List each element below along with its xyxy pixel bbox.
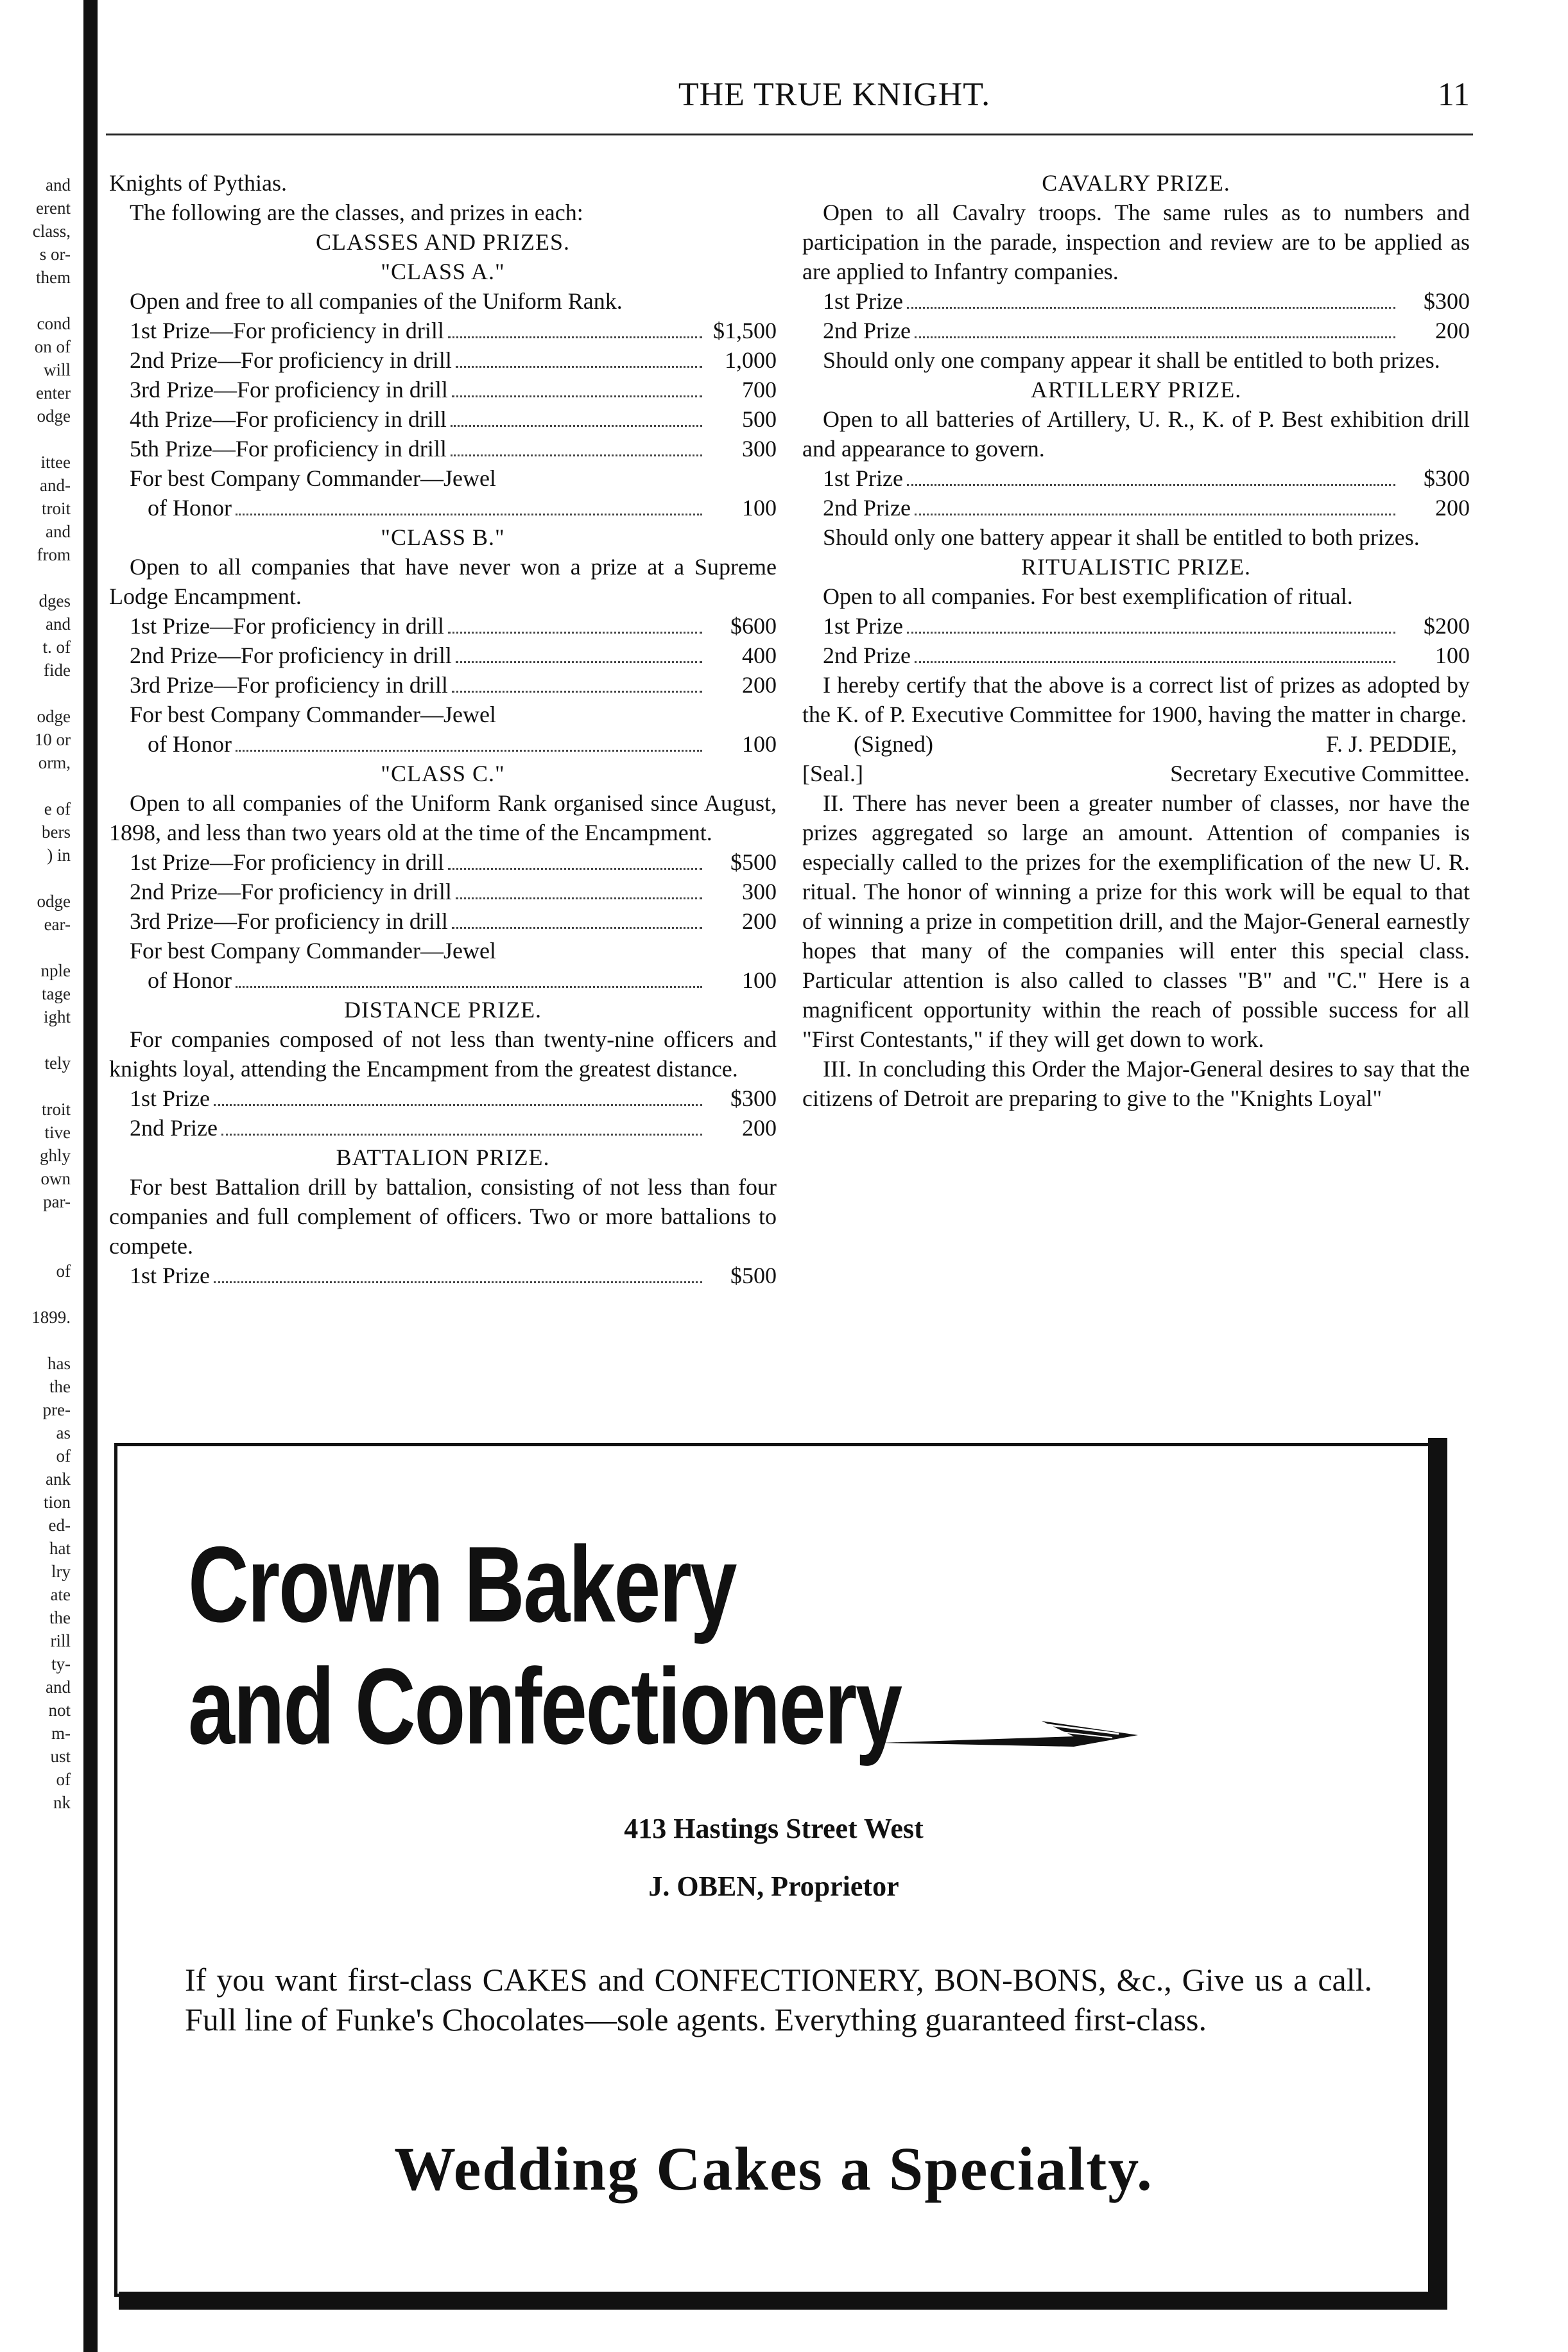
gutter-fragment xyxy=(0,1213,76,1236)
gutter-fragment: of xyxy=(56,1770,71,1789)
gutter-fragment: bers xyxy=(42,822,71,842)
prize-label: 2nd Prize xyxy=(823,495,911,521)
prize-label: 4th Prize—For proficiency in drill xyxy=(130,406,447,432)
seal-line xyxy=(802,759,1470,788)
intro-paragraph: The following are the classes, and prizes in each: xyxy=(130,200,583,225)
prize-label: 3rd Prize—For proficiency in drill xyxy=(130,908,448,934)
gutter-fragment: odge xyxy=(37,892,71,911)
prize-amount: 1,000 xyxy=(725,347,777,373)
prize-amount: 100 xyxy=(1435,643,1470,668)
gutter-fragment xyxy=(0,428,76,451)
commander-line: For best Company Commander—Jewel xyxy=(130,465,496,491)
dot-leader xyxy=(907,484,1395,486)
ad-business-name: Crown Bakery xyxy=(188,1524,736,1645)
prize-amount: $300 xyxy=(730,1085,777,1111)
prize-label: of Honor xyxy=(148,967,232,993)
commander-line: For best Company Commander—Jewel xyxy=(130,938,496,964)
prize-label: 2nd Prize—For proficiency in drill xyxy=(130,347,452,373)
gutter-fragment: ate xyxy=(50,1585,71,1604)
gutter-fragment: own xyxy=(40,1169,71,1188)
signature-line xyxy=(802,729,1470,759)
page-number: 11 xyxy=(1437,76,1470,113)
gutter-fragment: nk xyxy=(53,1793,71,1812)
gutter-fragment: them xyxy=(36,268,71,287)
section-ii-paragraph: II. There has never been a greater number of classes, nor have the prizes aggregated so large an amount. Attention of companies is especially called to the prizes for the exemplification of the new U. R. ritual. The honor of winning a prize for this work will be equal to that of winning a prize in competition drill, and the Major-General earnestly hopes that many of the companies will enter this special class. Particular attention is also called to classes "B" and "C." Here is a magnificent opportunity within the reach of possible success for all "First Contestants," if they will get down to work. xyxy=(802,790,1470,1052)
artillery-prize-intro: Open to all batteries of Artillery, U. R., K. of P. Best exhibition drill and appearance to govern. xyxy=(802,406,1470,462)
battalion-prizes xyxy=(109,1261,777,1290)
class-a-intro: Open and free to all companies of the Uniform Rank. xyxy=(130,288,623,314)
prize-row xyxy=(109,729,777,759)
gutter-fragment xyxy=(0,682,76,705)
dot-leader xyxy=(236,986,702,988)
prize-label: 1st Prize xyxy=(823,465,903,491)
dot-leader xyxy=(452,927,702,929)
left-column xyxy=(109,168,777,1290)
class-b-heading: "CLASS B." xyxy=(381,524,505,550)
prize-row xyxy=(109,1261,777,1290)
gutter-fragment: tely xyxy=(44,1053,71,1073)
gutter-fragment: par- xyxy=(43,1192,71,1211)
gutter-fragment: cond xyxy=(37,314,71,333)
classes-heading: CLASSES AND PRIZES. xyxy=(315,229,571,255)
signatory-name: F. J. PEDDIE, xyxy=(1325,731,1457,757)
prize-amount: 200 xyxy=(742,672,777,698)
gutter-fragment xyxy=(0,1236,76,1259)
dot-leader xyxy=(915,336,1395,338)
gutter-fragment: not xyxy=(48,1700,71,1720)
class-a-prizes xyxy=(109,316,777,523)
page-title: THE TRUE KNIGHT. xyxy=(678,76,991,113)
dot-leader xyxy=(907,307,1395,309)
gutter-fragment: and- xyxy=(40,476,71,495)
gutter-fragment: ight xyxy=(43,1007,71,1026)
ad-specialty-slogan: Wedding Cakes a Specialty. xyxy=(394,2134,1153,2203)
gutter-fragment: 10 or xyxy=(34,730,71,749)
prize-amount: 100 xyxy=(742,967,777,993)
ritualistic-prize-intro: Open to all companies. For best exemplification of ritual. xyxy=(823,584,1353,609)
gutter-fragment: and xyxy=(46,522,71,541)
gutter-fragment: tive xyxy=(44,1123,71,1142)
prize-amount: $300 xyxy=(1424,288,1470,314)
signed-label: (Signed) xyxy=(854,731,933,757)
battalion-prize-heading: BATTALION PRIZE. xyxy=(336,1145,550,1170)
gutter-fragment: tion xyxy=(43,1492,71,1512)
dot-leader xyxy=(214,1281,702,1283)
prize-row xyxy=(109,847,777,877)
prize-row xyxy=(109,877,777,906)
prize-row xyxy=(109,670,777,700)
class-b-prizes xyxy=(109,611,777,759)
prize-row xyxy=(109,434,777,463)
intro-line: Knights of Pythias. xyxy=(109,170,288,196)
dot-leader xyxy=(452,395,702,397)
gutter-fragment: has xyxy=(47,1354,71,1373)
prize-row xyxy=(109,375,777,404)
gutter-fragment xyxy=(0,1329,76,1352)
gutter-fragment: and xyxy=(46,614,71,634)
secretary-title: Secretary Executive Committee. xyxy=(1170,761,1470,786)
gutter-fragment: t. of xyxy=(42,637,71,657)
ad-proprietor: J. OBEN, Proprietor xyxy=(648,1871,899,1902)
gutter-fragment: ) in xyxy=(47,845,71,865)
gutter-fragment: hat xyxy=(49,1539,71,1558)
gutter-fragment: ghly xyxy=(39,1146,71,1165)
prize-row xyxy=(802,493,1470,523)
gutter-fragment: and xyxy=(46,175,71,195)
dot-leader xyxy=(221,1134,702,1136)
class-c-prizes xyxy=(109,847,777,995)
prize-label: of Honor xyxy=(148,495,232,521)
dot-leader xyxy=(456,897,702,899)
prize-row xyxy=(802,641,1470,670)
cavalry-prize-intro: Open to all Cavalry troops. The same rules as to numbers and participation in the parade, inspection and review are to be applied as are applied to Infantry companies. xyxy=(802,200,1470,284)
prize-amount: 100 xyxy=(742,731,777,757)
right-column xyxy=(802,168,1470,1113)
prize-label: 2nd Prize xyxy=(130,1115,218,1141)
gutter-fragment: of xyxy=(56,1261,71,1281)
gutter-fragment xyxy=(0,289,76,312)
prize-amount: $500 xyxy=(730,849,777,875)
prize-row xyxy=(109,316,777,345)
battalion-prize-intro: For best Battalion drill by battalion, consisting of not less than four companies and full complement of officers. Two or more battalions to compete. xyxy=(109,1174,777,1259)
prize-amount: 700 xyxy=(742,377,777,402)
bakery-advertisement xyxy=(114,1443,1433,2297)
gutter-fragment: from xyxy=(37,545,71,564)
prize-amount: $200 xyxy=(1424,613,1470,639)
prize-amount: $500 xyxy=(730,1263,777,1288)
prize-amount: $1,500 xyxy=(713,318,777,343)
prize-label: 2nd Prize—For proficiency in drill xyxy=(130,879,452,904)
adjacent-page-gutter xyxy=(0,173,76,1812)
gutter-fragment xyxy=(0,867,76,890)
prize-row xyxy=(109,965,777,995)
flourish-ornament xyxy=(881,1709,1138,1754)
prize-label: 1st Prize—For proficiency in drill xyxy=(130,613,444,639)
prize-amount: 200 xyxy=(742,1115,777,1141)
ad-business-name: and Confectionery xyxy=(188,1646,901,1767)
gutter-fragment: fide xyxy=(44,661,71,680)
prize-amount: 100 xyxy=(742,495,777,521)
dot-leader xyxy=(907,632,1395,634)
ad-body-text: If you want first-class CAKES and CONFECTIONERY, BON-BONS, &c., Give us a call. Full line of Funke's Chocolates—sole agents. Everything guaranteed first-class. xyxy=(185,1962,1372,2037)
gutter-fragment xyxy=(0,774,76,797)
gutter-fragment: erent xyxy=(36,198,71,218)
header-rule xyxy=(106,134,1473,135)
prize-label: 1st Prize—For proficiency in drill xyxy=(130,318,444,343)
gutter-fragment: rill xyxy=(50,1631,71,1650)
distance-prize-heading: DISTANCE PRIZE. xyxy=(343,997,542,1023)
ritualistic-prize-heading: RITUALISTIC PRIZE. xyxy=(1021,554,1251,580)
dot-leader xyxy=(448,336,702,338)
prize-row xyxy=(802,286,1470,316)
dot-leader xyxy=(214,1104,702,1106)
section-iii-paragraph: III. In concluding this Order the Major-General desires to say that the citizens of Detroit are preparing to give to the "Knights Loyal" xyxy=(802,1056,1470,1111)
prize-row xyxy=(802,611,1470,641)
prize-label: 1st Prize xyxy=(130,1085,210,1111)
prize-amount: 200 xyxy=(1435,318,1470,343)
distance-prize-intro: For companies composed of not less than twenty-nine officers and knights loyal, attending the Encampment from the greatest distance. xyxy=(109,1026,777,1082)
gutter-fragment: s or- xyxy=(39,245,71,264)
dot-leader xyxy=(456,366,702,368)
gutter-fragment: ear- xyxy=(44,915,71,934)
binding-edge xyxy=(83,0,98,2352)
gutter-fragment: will xyxy=(43,360,71,379)
gutter-fragment: class, xyxy=(32,221,71,241)
artillery-prize-note: Should only one battery appear it shall be entitled to both prizes. xyxy=(823,524,1420,550)
gutter-fragment xyxy=(0,1028,76,1051)
gutter-fragment xyxy=(0,936,76,959)
distance-prizes xyxy=(109,1084,777,1143)
gutter-fragment: tage xyxy=(42,984,71,1003)
prize-label: 3rd Prize—For proficiency in drill xyxy=(130,377,448,402)
dot-leader xyxy=(236,514,702,515)
gutter-fragment: troit xyxy=(42,499,71,518)
prize-row xyxy=(109,1084,777,1113)
class-c-intro: Open to all companies of the Uniform Rank organised since August, 1898, and less than two years old at the time of the Encampment. xyxy=(109,790,777,845)
gutter-fragment: ty- xyxy=(51,1654,71,1673)
dot-leader xyxy=(452,691,702,693)
gutter-fragment: on of xyxy=(34,337,71,356)
prize-row xyxy=(109,641,777,670)
gutter-fragment: as xyxy=(56,1423,71,1442)
class-a-heading: "CLASS A." xyxy=(381,259,505,284)
prize-amount: 400 xyxy=(742,643,777,668)
ad-address: 413 Hastings Street West xyxy=(624,1813,924,1844)
prize-label: 2nd Prize xyxy=(823,643,911,668)
prize-row xyxy=(109,493,777,523)
prize-amount: 300 xyxy=(742,436,777,462)
certification-paragraph: I hereby certify that the above is a correct list of prizes as adopted by the K. of P. Executive Committee for 1900, having the matter in charge. xyxy=(802,672,1470,727)
prize-row xyxy=(109,1113,777,1143)
dot-leader xyxy=(456,661,702,663)
prize-label: 1st Prize xyxy=(823,288,903,314)
prize-amount: 300 xyxy=(742,879,777,904)
gutter-fragment: ittee xyxy=(40,453,71,472)
gutter-fragment: e of xyxy=(44,799,71,818)
gutter-fragment: ed- xyxy=(48,1516,71,1535)
prize-amount: 500 xyxy=(742,406,777,432)
artillery-prize-heading: ARTILLERY PRIZE. xyxy=(1030,377,1242,402)
gutter-fragment: the xyxy=(49,1377,71,1396)
prize-amount: 200 xyxy=(1435,495,1470,521)
prize-label: 1st Prize xyxy=(823,613,903,639)
prize-label: 2nd Prize xyxy=(823,318,911,343)
dot-leader xyxy=(236,750,702,752)
dot-leader xyxy=(915,661,1395,663)
class-c-heading: "CLASS C." xyxy=(381,761,505,786)
dot-leader xyxy=(915,514,1395,515)
prize-label: 3rd Prize—For proficiency in drill xyxy=(130,672,448,698)
gutter-fragment: ust xyxy=(50,1747,71,1766)
prize-amount: $600 xyxy=(730,613,777,639)
prize-row xyxy=(109,345,777,375)
dot-leader xyxy=(448,868,702,870)
gutter-fragment: pre- xyxy=(42,1400,71,1419)
dot-leader xyxy=(448,632,702,634)
gutter-fragment: odge xyxy=(37,406,71,426)
gutter-fragment: 1899. xyxy=(31,1308,71,1327)
prize-row xyxy=(802,463,1470,493)
gutter-fragment: nple xyxy=(40,961,71,980)
cavalry-prize-note: Should only one company appear it shall be entitled to both prizes. xyxy=(823,347,1440,373)
gutter-fragment xyxy=(0,1283,76,1306)
gutter-fragment: odge xyxy=(37,707,71,726)
gutter-fragment: dges xyxy=(39,591,71,610)
gutter-fragment: orm, xyxy=(38,753,71,772)
prize-row xyxy=(109,611,777,641)
commander-line: For best Company Commander—Jewel xyxy=(130,702,496,727)
prize-amount: $300 xyxy=(1424,465,1470,491)
prize-label: 5th Prize—For proficiency in drill xyxy=(130,436,447,462)
gutter-fragment: troit xyxy=(42,1100,71,1119)
prize-row xyxy=(109,404,777,434)
prize-amount: 200 xyxy=(742,908,777,934)
prize-label: 1st Prize—For proficiency in drill xyxy=(130,849,444,875)
gutter-fragment xyxy=(0,566,76,589)
gutter-fragment: lry xyxy=(51,1562,71,1581)
prize-label: of Honor xyxy=(148,731,232,757)
gutter-fragment: ank xyxy=(46,1469,71,1489)
prize-row xyxy=(802,316,1470,345)
prize-row xyxy=(109,906,777,936)
class-b-intro: Open to all companies that have never won a prize at a Supreme Lodge Encampment. xyxy=(109,554,777,609)
gutter-fragment: enter xyxy=(36,383,71,402)
cavalry-prize-heading: CAVALRY PRIZE. xyxy=(1042,170,1230,196)
dot-leader xyxy=(451,454,702,456)
prize-label: 1st Prize xyxy=(130,1263,210,1288)
seal-label: [Seal.] xyxy=(802,761,863,786)
dot-leader xyxy=(451,425,702,427)
gutter-fragment xyxy=(0,1075,76,1098)
prize-label: 2nd Prize—For proficiency in drill xyxy=(130,643,452,668)
gutter-fragment: m- xyxy=(51,1724,71,1743)
gutter-fragment: and xyxy=(46,1677,71,1697)
gutter-fragment: the xyxy=(49,1608,71,1627)
gutter-fragment: of xyxy=(56,1446,71,1466)
